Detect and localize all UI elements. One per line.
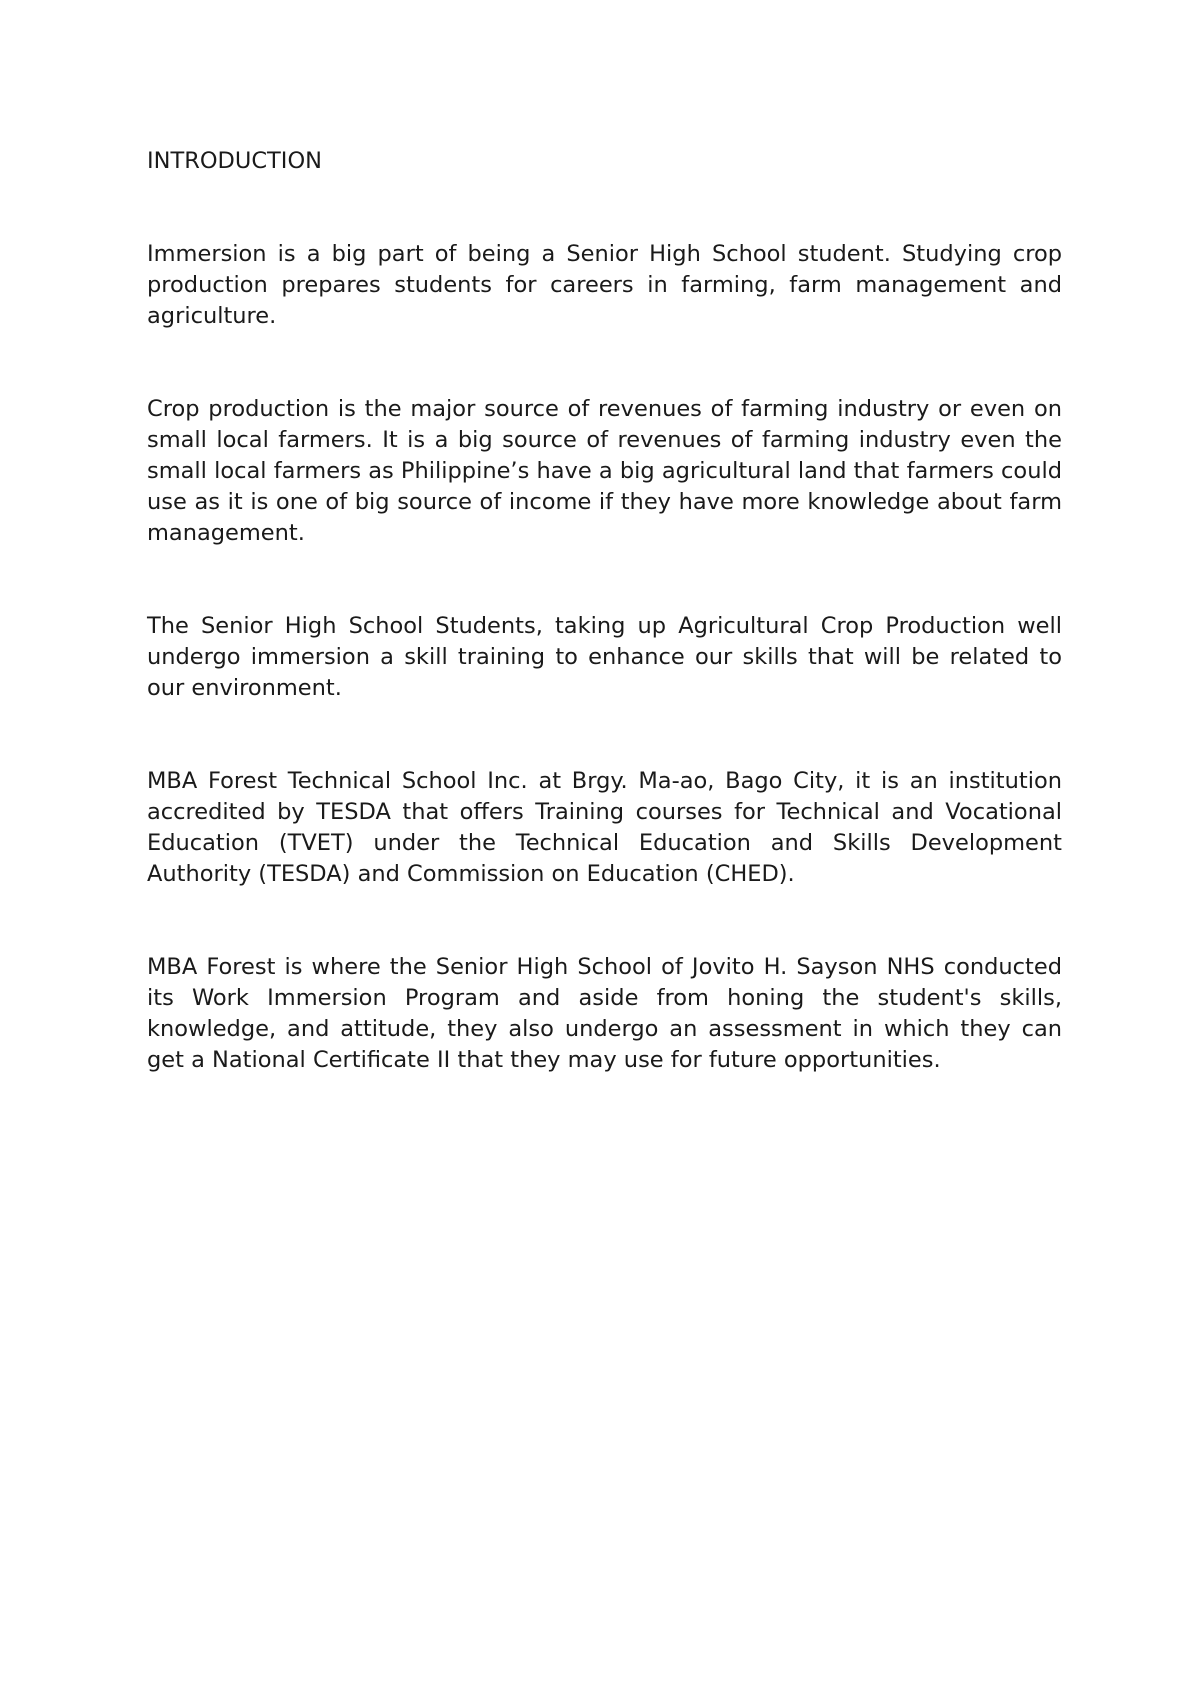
paragraph-shs-students: The Senior High School Students, taking up Agricultural Crop Production well undergo immersion a skill training to enhance our skills that will be related to our environment. [147, 613, 1062, 701]
document-heading: INTRODUCTION [147, 148, 322, 174]
paragraph-crop-production: Crop production is the major source of revenues of farming industry or even on small local farmers. It is a big source of revenues of farming industry even the small local farmers as Philippine’s have a big agricultural land that farmers could use as it is one of big source of income if they have more knowledge about farm management. [147, 396, 1062, 546]
paragraph-mba-forest-school: MBA Forest Technical School Inc. at Brgy. Ma-ao, Bago City, it is an institution accredited by TESDA that offers Training courses for Technical and Vocational Education (TVET) under the Technical Education and Skills Development Authority (TESDA) and Commission on Education (CHED). [147, 768, 1062, 887]
paragraph-immersion: Immersion is a big part of being a Senior High School student. Studying crop production prepares students for careers in farming, farm management and agriculture. [147, 241, 1062, 329]
document-page [147, 146, 1062, 1138]
paragraph-work-immersion: MBA Forest is where the Senior High School of Jovito H. Sayson NHS conducted its Work Immersion Program and aside from honing the student's skills, knowledge, and attitude, they also undergo an assessment in which they can get a National Certificate II that they may use for future opportunities. [147, 954, 1062, 1073]
